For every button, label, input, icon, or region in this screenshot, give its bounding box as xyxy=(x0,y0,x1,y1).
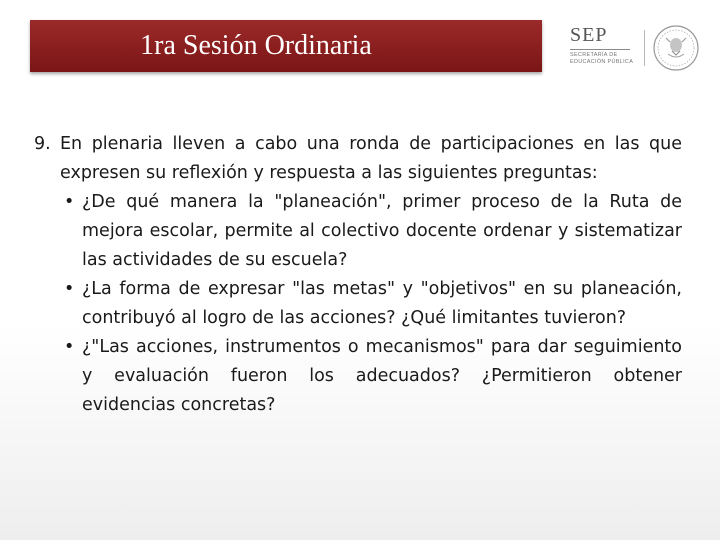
question-item xyxy=(60,333,682,420)
bullet-icon: • xyxy=(64,337,75,357)
item-intro: En plenaria lleven a cabo una ronda de participaciones en las que expresen su reflexión y respuesta a las siguientes preguntas: xyxy=(60,134,682,183)
question-text: ¿La forma de expresar "las metas" y "objetivos" en su planeación, contribuyó al logro de las acciones? ¿Qué limitantes tuvieron? xyxy=(82,279,682,328)
item-number: 9. xyxy=(34,134,51,154)
slide-title: 1ra Sesión Ordinaria xyxy=(140,30,372,61)
question-text: ¿"Las acciones, instrumentos o mecanismos" para dar seguimiento y evaluación fueron los adecuados? ¿Permitieron obtener evidencias concretas? xyxy=(82,337,682,415)
question-text: ¿De qué manera la "planeación", primer proceso de la Ruta de mejora escolar, permite al colectivo docente ordenar y sistematizar las actividades de su escuela? xyxy=(82,192,682,270)
sep-logo xyxy=(556,24,706,72)
bullet-icon: • xyxy=(64,192,75,212)
logo-divider xyxy=(644,30,645,66)
sep-logo-subtext: SECRETARÍA DE EDUCACIÓN PÚBLICA xyxy=(570,52,634,65)
numbered-item xyxy=(34,130,682,420)
title-bar xyxy=(30,20,542,72)
sep-logo-text: SEP xyxy=(570,24,608,46)
question-list xyxy=(60,188,682,420)
question-item xyxy=(60,275,682,333)
slide-content xyxy=(34,130,682,420)
bullet-icon: • xyxy=(64,279,75,299)
question-item xyxy=(60,188,682,275)
national-seal-icon xyxy=(652,24,700,72)
sep-logo-rule xyxy=(570,49,630,50)
